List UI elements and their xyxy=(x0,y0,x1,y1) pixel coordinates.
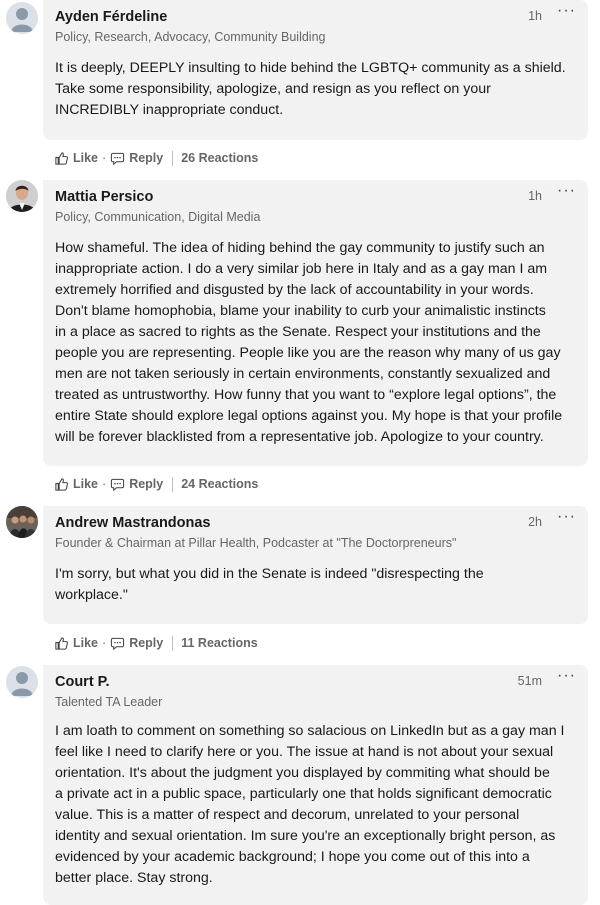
comment-text: How shameful. The idea of hiding behind the gay community to justify such an inappropriate action. I do a very similar job here in Italy and as a gay man I am extremely horrified and disgusted by the lack of accountability in your words. Don't blame homophobia, blame your inability to curb your animalistic instincts in a place as sacred to rights as the Senate. Respect your institutions and the people you are representing. People like you are the reason why many of us gay men are not taken seriously in certain environments, constantly sexualized and treated as untrustworthy. How funny that you want to “explore legal options”, the entire State should explore legal options against you. My hope is that your profile will be forever blacklisted from a representative job. Apologize to your country. xyxy=(55,240,563,445)
divider xyxy=(172,151,173,166)
comment-text: I am loath to comment on something so salacious on LinkedIn but as a gay man I feel like I need to clarify here or you. The issue at hand is not about your sexual orientation. It's about the judgment you displayed by commiting what should be a private act in a public space, particularly one that holds significant democratic value. This is a matter of respect and decorum, unrelated to your personal identity and sexual orientation. Im sure you're an exceptionally bright person, as evidenced by your academic background; I hope you come out of this into a better place. Stay strong. xyxy=(55,723,565,886)
reply-button[interactable]: Reply xyxy=(110,477,163,492)
reactions-count[interactable]: 11 Reactions xyxy=(181,636,258,650)
separator-dot: · xyxy=(102,477,107,491)
comment-bubble xyxy=(43,665,588,905)
author-headline: Policy, Research, Advocacy, Community Building xyxy=(55,30,326,44)
divider xyxy=(172,636,173,651)
avatar[interactable] xyxy=(6,506,38,538)
author-headline: Policy, Communication, Digital Media xyxy=(55,210,261,224)
like-icon xyxy=(54,636,69,651)
comment-actions xyxy=(54,474,258,494)
author-headline: Talented TA Leader xyxy=(55,695,163,709)
divider xyxy=(172,477,173,492)
author-name[interactable]: Ayden Férdeline xyxy=(55,9,168,25)
default-avatar-icon xyxy=(6,2,38,34)
profile-photo xyxy=(6,180,38,212)
author-name[interactable]: Andrew Mastrandonas xyxy=(55,515,211,531)
reply-icon xyxy=(110,636,125,651)
author-name[interactable]: Mattia Persico xyxy=(55,189,154,205)
more-options-icon[interactable]: ··· xyxy=(557,182,576,199)
more-options-icon[interactable]: ··· xyxy=(557,508,576,525)
timestamp: 1h xyxy=(528,9,542,23)
author-headline: Founder & Chairman at Pillar Health, Podcaster at "The Doctorpreneurs" xyxy=(55,536,457,550)
more-options-icon[interactable]: ··· xyxy=(557,667,576,684)
more-options-icon[interactable]: ··· xyxy=(557,2,576,19)
like-button[interactable]: Like xyxy=(54,477,98,492)
default-avatar-icon xyxy=(6,666,38,698)
timestamp: 2h xyxy=(528,515,542,529)
timestamp: 1h xyxy=(528,189,542,203)
reply-button[interactable]: Reply xyxy=(110,151,163,166)
like-icon xyxy=(54,477,69,492)
reactions-count[interactable]: 26 Reactions xyxy=(181,151,259,165)
like-button[interactable]: Like xyxy=(54,151,98,166)
like-button[interactable]: Like xyxy=(54,636,98,651)
comment-actions xyxy=(54,148,258,168)
comment-text: It is deeply, DEEPLY insulting to hide behind the LGBTQ+ community as a shield. Take some responsibility, apologize, and resign as you reflect on your INCREDIBLY inappropriate conduct. xyxy=(55,60,566,118)
comment-actions xyxy=(54,633,258,653)
comment-bubble xyxy=(43,506,588,624)
separator-dot: · xyxy=(102,636,107,650)
timestamp: 51m xyxy=(517,674,542,688)
author-name[interactable]: Court P. xyxy=(55,674,110,690)
comment-text: I'm sorry, but what you did in the Senate is indeed "disrespecting the workplace." xyxy=(55,566,484,603)
avatar[interactable] xyxy=(6,666,38,698)
reply-icon xyxy=(110,151,125,166)
reply-icon xyxy=(110,477,125,492)
separator-dot: · xyxy=(102,151,107,165)
reactions-count[interactable]: 24 Reactions xyxy=(181,477,259,491)
profile-photo xyxy=(6,506,38,538)
reply-button[interactable]: Reply xyxy=(110,636,163,651)
comment-bubble xyxy=(43,0,588,140)
avatar[interactable] xyxy=(6,2,38,34)
comment-bubble xyxy=(43,180,588,466)
avatar[interactable] xyxy=(6,180,38,212)
like-icon xyxy=(54,151,69,166)
